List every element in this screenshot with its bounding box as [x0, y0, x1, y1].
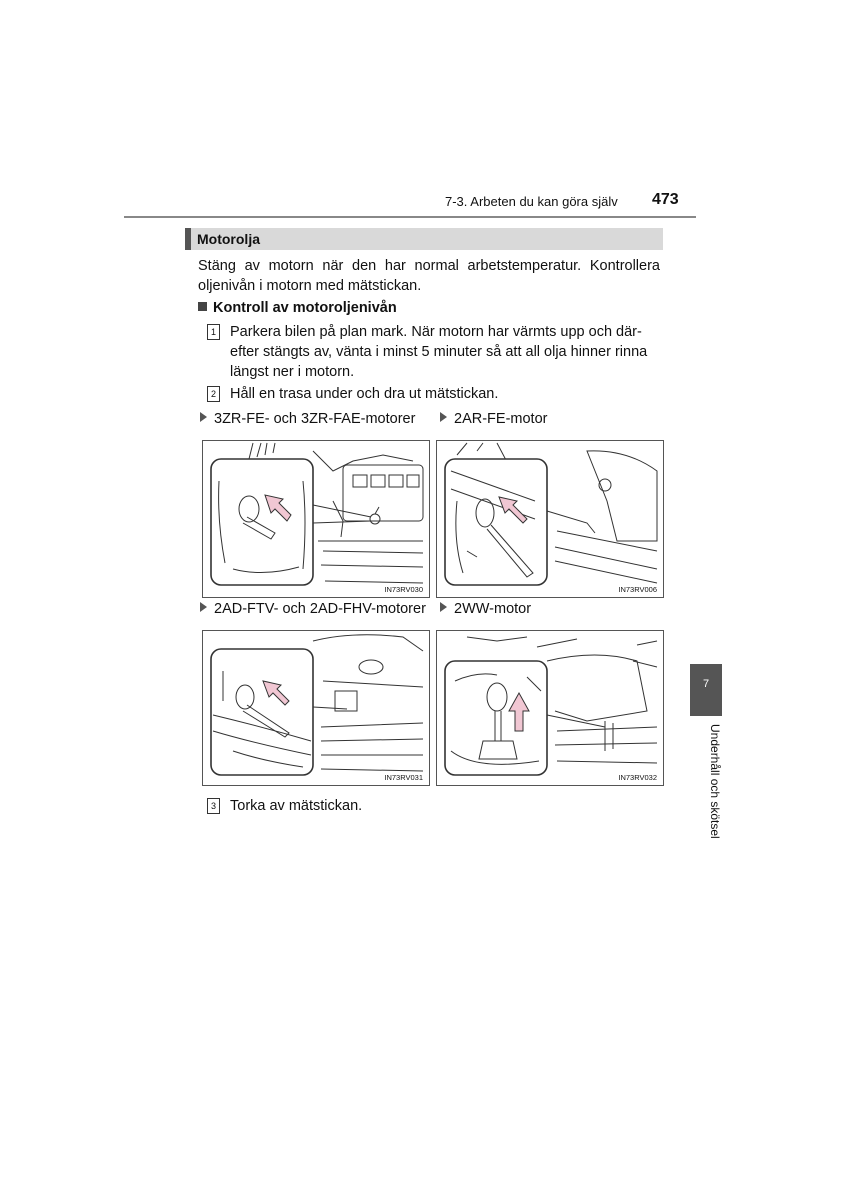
engine-illustration [203, 631, 429, 785]
chapter-tab [690, 664, 722, 716]
triangle-bullet-icon [200, 412, 207, 422]
step-item [207, 384, 662, 404]
square-bullet-icon [198, 302, 207, 311]
figure-label: 2AD-FTV- och 2AD-FHV-motorer [200, 601, 426, 617]
engine-figure-2ad [202, 630, 430, 786]
engine-illustration [203, 441, 429, 597]
chapter-tab-label: Underhåll och skötsel [708, 724, 722, 839]
figure-label: 3ZR-FE- och 3ZR-FAE-motorer [200, 411, 415, 427]
triangle-bullet-icon [440, 412, 447, 422]
step-item [207, 322, 662, 382]
step-number: 1 [207, 324, 220, 340]
intro-paragraph: Stäng av motorn när den har normal arbetstemperatur. Kontrollera oljenivån i motorn med mätstickan. [198, 258, 660, 294]
engine-illustration [437, 441, 663, 597]
chapter-tab-number: 7 [702, 678, 710, 690]
figure-code: IN73RV032 [618, 773, 657, 782]
figure-code: IN73RV006 [618, 585, 657, 594]
section-marker [185, 228, 191, 250]
page-number: 473 [652, 191, 679, 208]
header-divider [124, 216, 696, 218]
engine-figure-2ar [436, 440, 664, 598]
subsection-heading [198, 300, 397, 316]
step-text: Parkera bilen på plan mark. När motorn har värmts upp och därefter stängts av, vänta i minst 5 minuter så att all olja hinner rinna längst ner i motorn. [230, 324, 648, 380]
step-number: 3 [207, 798, 220, 814]
engine-figure-2ww [436, 630, 664, 786]
figure-code: IN73RV031 [384, 773, 423, 782]
figure-label: 2AR-FE-motor [440, 411, 547, 427]
figure-label: 2WW-motor [440, 601, 531, 617]
subsection-title: Kontroll av motoroljenivån [213, 300, 397, 316]
section-title: Motorolja [197, 231, 260, 247]
triangle-bullet-icon [200, 602, 207, 612]
figure-code: IN73RV030 [384, 585, 423, 594]
step-number: 2 [207, 386, 220, 402]
section-heading-bar [185, 228, 663, 250]
engine-figure-3zr [202, 440, 430, 598]
engine-illustration [437, 631, 663, 785]
chapter-section-title: 7-3. Arbeten du kan göra själv [445, 194, 618, 209]
step-item [207, 796, 662, 816]
step-text: Håll en trasa under och dra ut mätstickan. [230, 386, 499, 402]
step-text: Torka av mätstickan. [230, 798, 363, 814]
triangle-bullet-icon [440, 602, 447, 612]
